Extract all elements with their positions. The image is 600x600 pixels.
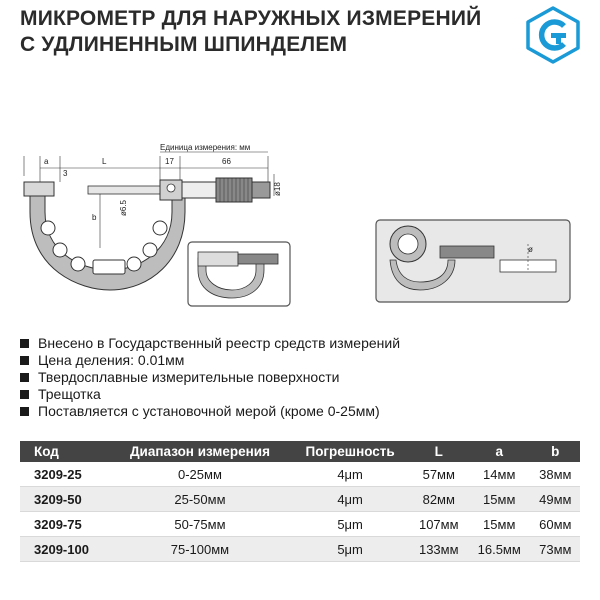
table-row (20, 487, 580, 512)
dim-a-label: a (44, 157, 49, 166)
feature-text: Трещотка (38, 386, 101, 402)
spec-table (20, 441, 580, 562)
cell-b: 60мм (531, 512, 580, 537)
dim-3-label: 3 (63, 169, 68, 178)
cell-L: 133мм (410, 537, 468, 562)
cell-code: 3209-100 (20, 537, 109, 562)
cell-L: 57мм (410, 462, 468, 487)
bullet-icon (20, 407, 29, 416)
cell-code: 3209-75 (20, 512, 109, 537)
bullet-icon (20, 373, 29, 382)
cell-range: 0-25мм (109, 462, 290, 487)
feature-text: Внесено в Государственный реестр средств измерений (38, 335, 401, 351)
table-row (20, 537, 580, 562)
cell-L: 82мм (410, 487, 468, 512)
cell-a: 15мм (468, 487, 531, 512)
header-range: Диапазон измерения (109, 441, 290, 462)
certification-logo-icon (524, 6, 582, 64)
cell-b: 38мм (531, 462, 580, 487)
dim-d65-label: ø6.5 (119, 199, 128, 216)
dim-phi-label: ø (528, 245, 533, 254)
cell-b: 73мм (531, 537, 580, 562)
dim-L-label: L (102, 157, 107, 166)
unit-note: Единица измерения: мм (160, 143, 251, 152)
title-line-1: МИКРОМЕТР ДЛЯ НАРУЖНЫХ ИЗМЕРЕНИЙ (20, 7, 482, 30)
header-b: b (531, 441, 580, 462)
bullet-icon (20, 390, 29, 399)
feature-item (18, 386, 400, 403)
feature-item (18, 352, 400, 369)
header-a: a (468, 441, 531, 462)
cell-accuracy: 4μm (291, 487, 410, 512)
cell-code: 3209-50 (20, 487, 109, 512)
dim-66-label: 66 (222, 157, 231, 166)
cell-a: 16.5мм (468, 537, 531, 562)
dim-d18-label: ø18 (273, 182, 282, 196)
header-code: Код (20, 441, 109, 462)
cell-range: 50-75мм (109, 512, 290, 537)
cell-accuracy: 5μm (291, 537, 410, 562)
feature-item (18, 369, 400, 386)
feature-text: Цена деления: 0.01мм (38, 352, 185, 368)
bullet-icon (20, 339, 29, 348)
table-row (20, 512, 580, 537)
feature-text: Твердосплавные измерительные поверхности (38, 369, 340, 385)
cell-b: 49мм (531, 487, 580, 512)
cell-accuracy: 4μm (291, 462, 410, 487)
bullet-icon (20, 356, 29, 365)
feature-text: Поставляется с установочной мерой (кроме 0-25мм) (38, 403, 380, 419)
cell-range: 75-100мм (109, 537, 290, 562)
dim-17-label: 17 (165, 157, 174, 166)
cell-a: 14мм (468, 462, 531, 487)
cell-code: 3209-25 (20, 462, 109, 487)
page-title (20, 6, 500, 58)
feature-item (18, 403, 400, 420)
header-accuracy: Погрешность (291, 441, 410, 462)
feature-item (18, 335, 400, 352)
cell-accuracy: 5μm (291, 512, 410, 537)
cell-L: 107мм (410, 512, 468, 537)
dim-b-label: b (92, 213, 97, 222)
title-line-2: С УДЛИНЕННЫМ ШПИНДЕЛЕМ (20, 33, 348, 56)
micrometer-drawing (0, 120, 600, 320)
header-L: L (410, 441, 468, 462)
table-row (20, 462, 580, 487)
table-header-row (20, 441, 580, 462)
feature-list (18, 335, 400, 420)
cell-range: 25-50мм (109, 487, 290, 512)
cell-a: 15мм (468, 512, 531, 537)
